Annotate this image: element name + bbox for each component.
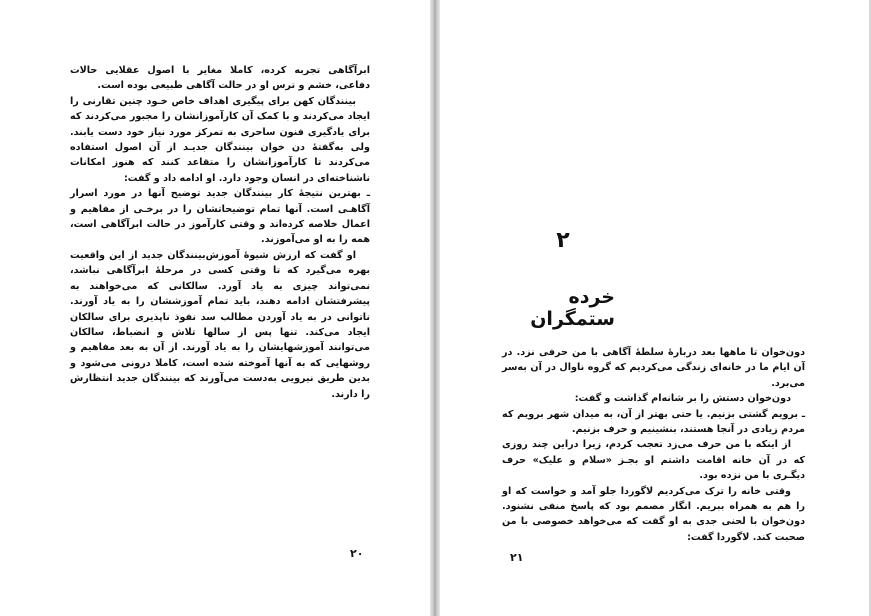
chapter-number: ۲ bbox=[556, 228, 570, 253]
right-paragraph-3: ـ برویم گشتی بزنیم. یا حتی بهتر از آن، به میدان شهر برویم که مردم زیادی در آنجا هستند، بنشینیم و حرف بزنیم. bbox=[502, 408, 805, 436]
right-page-body bbox=[502, 345, 805, 545]
left-page-body bbox=[70, 63, 370, 402]
right-paragraph-1: دون‌خوان تا ماهها بعد دربارهٔ سلطهٔ آگاهی با من حرفی نزد. در آن ایام ما در خانه‌ای زندگی می‌کردیم که گروه ناوال در آن به‌سر می‌برد. bbox=[502, 347, 805, 389]
left-paragraph-1: ابرآگاهی تجربه کرده، کاملا مغایر با اصول عقلایی حالات دفاعی، خشم و ترس او در حالت آگاهی طبیعی بوده است. bbox=[70, 65, 370, 92]
left-paragraph-4: او گفت که ارزش شیوهٔ آموزش‌بینندگان جدید از این واقعیت بهره می‌گیرد که تا وقتی کسی در مرحلهٔ ابرآگاهی نباشد، نمی‌تواند چیزی به یاد آورد. سالکانی که می‌خواهند به پیشرفتشان ادامه دهند، باید تمام آموزششان را به یاد آورند. ناتوانی در به یاد آوردن مطالب سد نفوذ ناپذیری برای سالکان ایجاد می‌کند. تنها پس از سالها تلاش و انضباط، سالکان می‌توانند آموزشهایشان را به یاد آورند. از آن به بعد مفاهیم و روشهایی که به آنها آموخته شده است، کاملا درونی می‌شود و بدین طریق نیرویی به‌دست می‌آورند که بینندگان جدید انتظارش را دارند. bbox=[70, 249, 370, 400]
chapter-title: خرده ستمگران bbox=[530, 286, 615, 330]
right-paragraph-2: دون‌خوان دستش را بر شانه‌ام گذاشت و گفت: bbox=[574, 393, 791, 405]
left-page bbox=[0, 0, 430, 616]
right-paragraph-4: از اینکه با من حرف می‌زد تعجب کردم، زیرا دراین چند روزی که در آن خانه اقامت داشتم او بجـز «سلام و علیک» حرف دیگـری با من نزده بود. bbox=[502, 439, 805, 482]
left-page-number: ۲۰ bbox=[350, 547, 364, 560]
book-gutter bbox=[430, 0, 440, 616]
left-paragraph-3: ـ بهترین نتیجهٔ کار بینندگان جدید توضیح آنها در مورد اسرار آگاهـی است. آنها تمام توضیحاتشان را در برخـی از مفاهیم و اعمال خلاصه کرده‌اند و وقتی کارآموز در حالت ابرآگاهی است، همه را به او می‌آموزند. bbox=[70, 188, 370, 246]
right-page-number: ۲۱ bbox=[510, 551, 524, 564]
left-paragraph-2: بینندگان کهن برای پیگیری اهداف خاص خـود چنین تقارنی را ایجاد می‌کردند و با کمک آن کارآموزانشان را مجبور می‌کردند که برای یادگیری فنون ساحری به تمرکز مورد نیاز خود دست یابند. ولی به‌گفتهٔ دن خوان بینندگان جدیـد از آن اصول استفاده می‌کردند تا کارآموزانشان را متقاعد کنند که هنوز امکانات ناشناخته‌ای در انسان وجود دارد. او ادامه داد و گفت: bbox=[70, 95, 370, 184]
right-paragraph-5: وقتی خانه را ترک می‌کردیم لاگوردا جلو آمد و خواست که او را هم به همراه ببریم. انگار مصمم بود که پاسخ منفی نشنود. دون‌خوان با لحنی جدی به او گفت که می‌خواهد خصوصی با من صحبت کند. لاگوردا گفت: bbox=[502, 485, 805, 543]
